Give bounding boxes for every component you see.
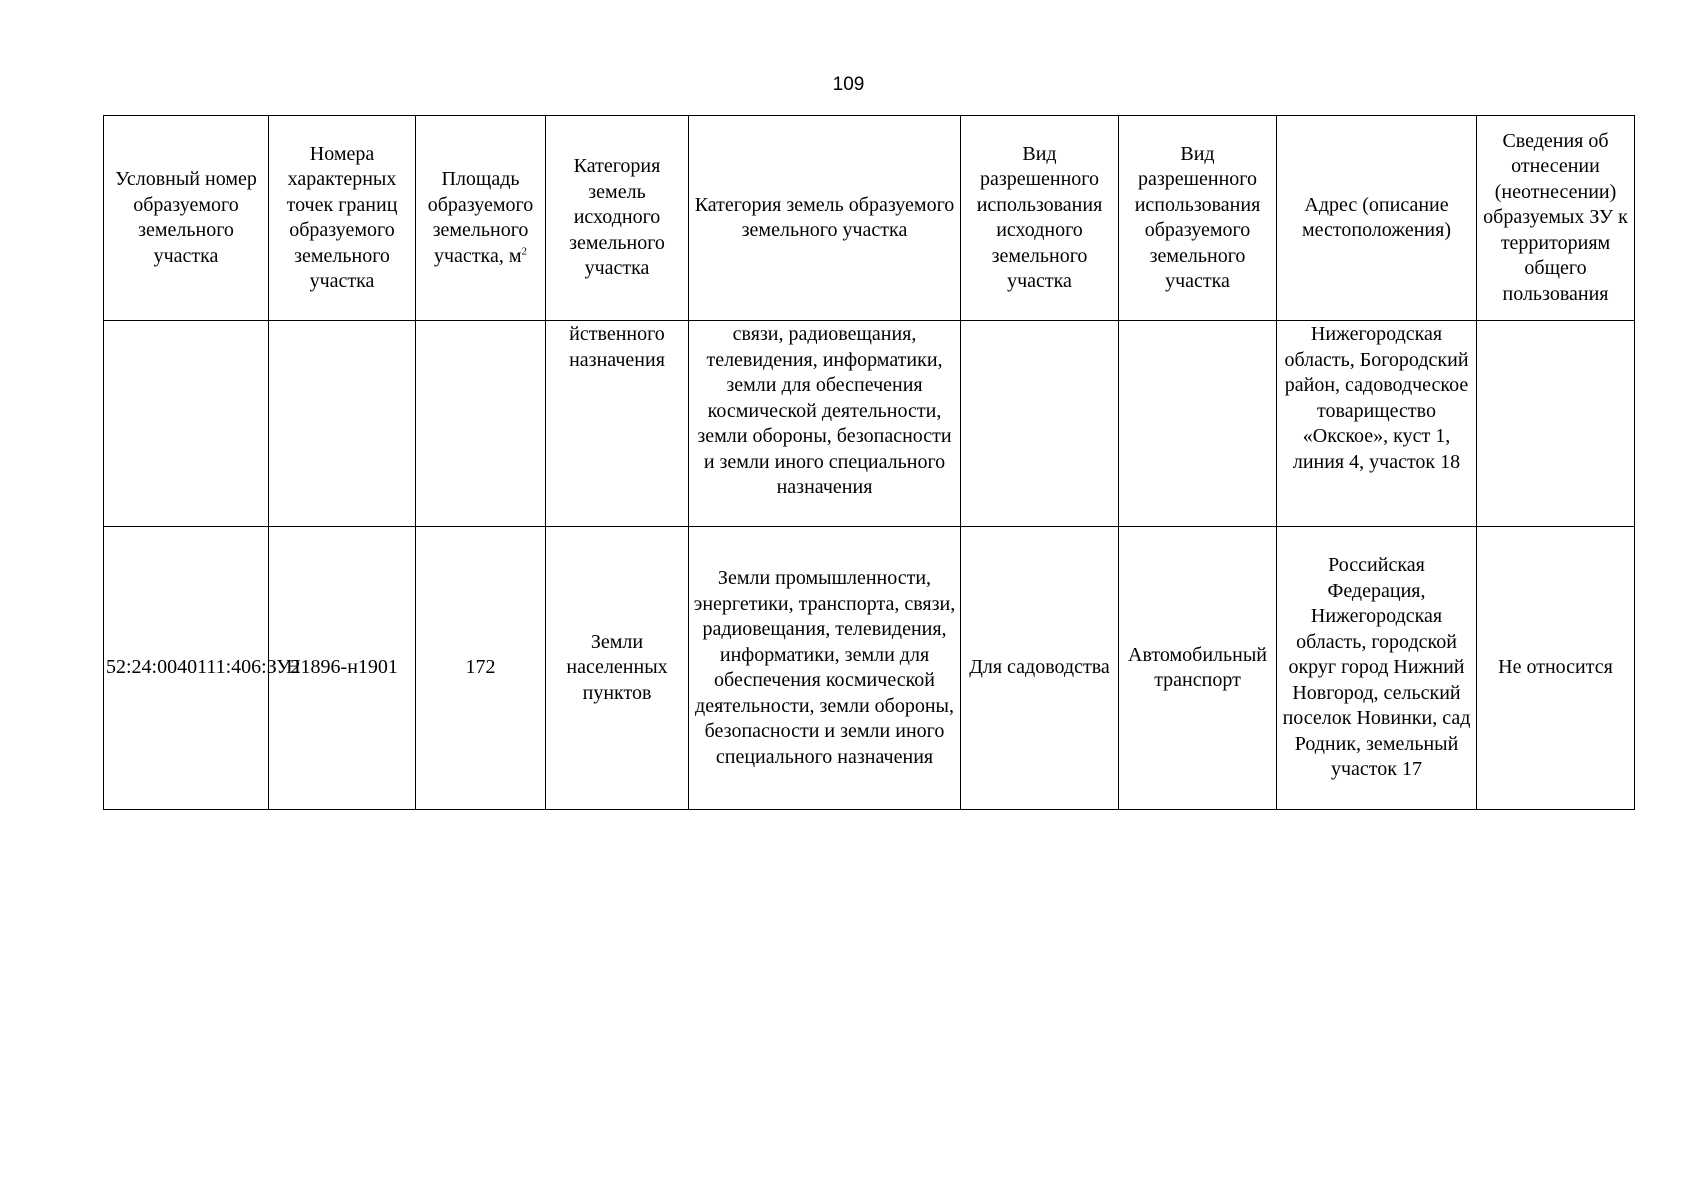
- cell-area: 172: [416, 527, 546, 810]
- cell-public-territory: Не относится: [1477, 527, 1635, 810]
- header-public-territory: Сведения об отнесении (неотнесении) образуемых ЗУ к территориям общего пользования: [1477, 116, 1635, 321]
- table-row: [104, 321, 1635, 527]
- cell-new-permitted-use: [1119, 321, 1277, 527]
- cell-new-land-category: связи, радиовещания, телевидения, информатики, земли для обеспечения космической деятельности, земли обороны, безопасности и земли иного специального назначения: [689, 321, 961, 527]
- header-area-label: Площадь образуемого земельного участка, м: [427, 168, 534, 267]
- header-source-permitted-use: Вид разрешенного использования исходного земельного участка: [961, 116, 1119, 321]
- header-area: [416, 116, 546, 321]
- cell-new-land-category: Земли промышленности, энергетики, транспорта, связи, радиовещания, телевидения, информатики, земли для обеспечения космической деятельности, земли обороны, безопасности и земли иного специального назначения: [689, 527, 961, 810]
- header-new-land-category: Категория земель образуемого земельного участка: [689, 116, 961, 321]
- cell-source-land-category: Земли населенных пунктов: [546, 527, 689, 810]
- header-new-permitted-use: Вид разрешенного использования образуемого земельного участка: [1119, 116, 1277, 321]
- header-source-land-category: Категория земель исходного земельного участка: [546, 116, 689, 321]
- page-number: 109: [832, 74, 865, 95]
- cell-source-land-category: йственного назначения: [546, 321, 689, 527]
- header-boundary-points: Номера характерных точек границ образуемого земельного участка: [269, 116, 416, 321]
- cell-area: [416, 321, 546, 527]
- cell-address: Нижегородская область, Богородский район, садоводческое товарищество «Окское», куст 1, линия 4, участок 18: [1277, 321, 1477, 527]
- land-plot-table: [103, 115, 1635, 810]
- table-header-row: [104, 116, 1635, 321]
- cell-boundary-points: Н1896-н1901: [269, 527, 416, 810]
- cell-address: Российская Федерация, Нижегородская область, городской округ город Нижний Новгород, сельский поселок Новинки, сад Родник, земельный участок 17: [1277, 527, 1477, 810]
- cell-plot-number: [104, 321, 269, 527]
- header-area-sup: 2: [521, 244, 527, 257]
- cell-new-permitted-use: Автомобильный транспорт: [1119, 527, 1277, 810]
- cell-source-permitted-use: Для садоводства: [961, 527, 1119, 810]
- table-row: [104, 527, 1635, 810]
- cell-source-permitted-use: [961, 321, 1119, 527]
- cell-plot-number: 52:24:0040111:406:ЗУ2: [104, 527, 269, 810]
- cell-public-territory: [1477, 321, 1635, 527]
- header-address: Адрес (описание местоположения): [1277, 116, 1477, 321]
- cell-boundary-points: [269, 321, 416, 527]
- header-plot-number: Условный номер образуемого земельного участка: [104, 116, 269, 321]
